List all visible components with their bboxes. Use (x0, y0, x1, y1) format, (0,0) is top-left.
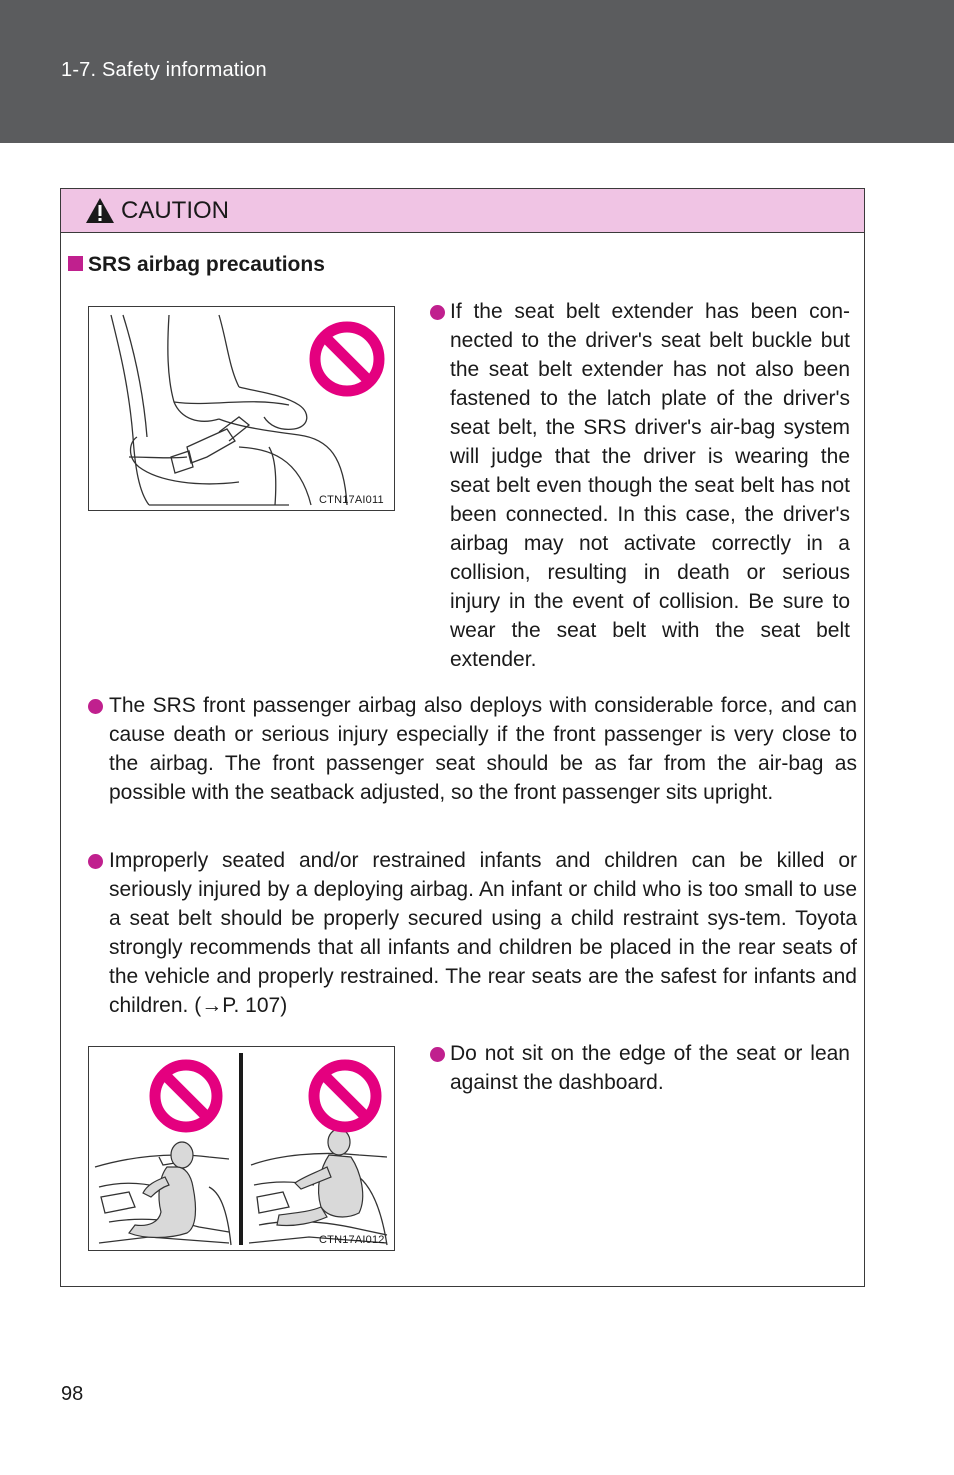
figure-code: CTN17AI011 (319, 494, 384, 506)
header-band (0, 0, 954, 143)
caution-box (60, 188, 865, 1287)
seating-position-drawing (89, 1047, 394, 1250)
prohibition-icon (314, 1065, 376, 1127)
seat-belt-extender-drawing (89, 307, 394, 510)
bullet-text: Do not sit on the edge of the seat or lean against the dashboard. (450, 1042, 850, 1094)
page-number: 98 (61, 1383, 84, 1405)
bullet-item (430, 297, 850, 674)
prohibition-icon (155, 1065, 217, 1127)
caution-label: CAUTION (121, 197, 229, 224)
prohibition-icon (315, 327, 379, 391)
circle-bullet-icon (430, 1047, 445, 1062)
circle-bullet-icon (430, 305, 445, 320)
warning-triangle-icon (85, 197, 115, 224)
section-title: 1-7. Safety information (61, 59, 267, 81)
bullet-item (430, 1039, 850, 1097)
subheading (68, 253, 325, 277)
bullet-text: If the seat belt extender has been con-nected to the driver's seat belt buckle but the seat belt extender has not also been fastened to the latch plate of the driver's seat belt, the SRS driver's air-bag system will judge that the driver is wearing the seat belt even though the seat belt has not been connected. In this case, the driver's airbag may not activate correctly in a collision, resulting in death or serious injury in the event of collision. Be sure to wear the seat belt with the seat belt extender. (450, 300, 850, 671)
bullet-text: The SRS front passenger airbag also deploys with considerable force, and can cause death or serious injury especially if the front passenger is very close to the airbag. The front passenger seat should be as far from the air-bag as possible with the seatback adjusted, so the front passenger sits upright. (109, 694, 857, 804)
bullet-item (88, 846, 857, 1020)
circle-bullet-icon (88, 699, 103, 714)
square-bullet-icon (68, 256, 83, 271)
subheading-text: SRS airbag precautions (88, 253, 325, 276)
bullet-item (88, 691, 857, 807)
illustration-seating-position (88, 1046, 395, 1251)
circle-bullet-icon (88, 854, 103, 869)
figure-code: CTN17AI012 (319, 1234, 385, 1246)
caution-bar (61, 189, 864, 233)
bullet-text: Improperly seated and/or restrained infants and children can be killed or seriously injured by a deploying airbag. An infant or child who is too small to use a seat belt should be properly secured using a child restraint sys-tem. Toyota strongly recommends that all infants and children be placed in the rear seats of the vehicle and properly restrained. The rear seats are the safest for infants and children. (→P. 107) (109, 849, 857, 1017)
illustration-seat-belt-extender (88, 306, 395, 511)
